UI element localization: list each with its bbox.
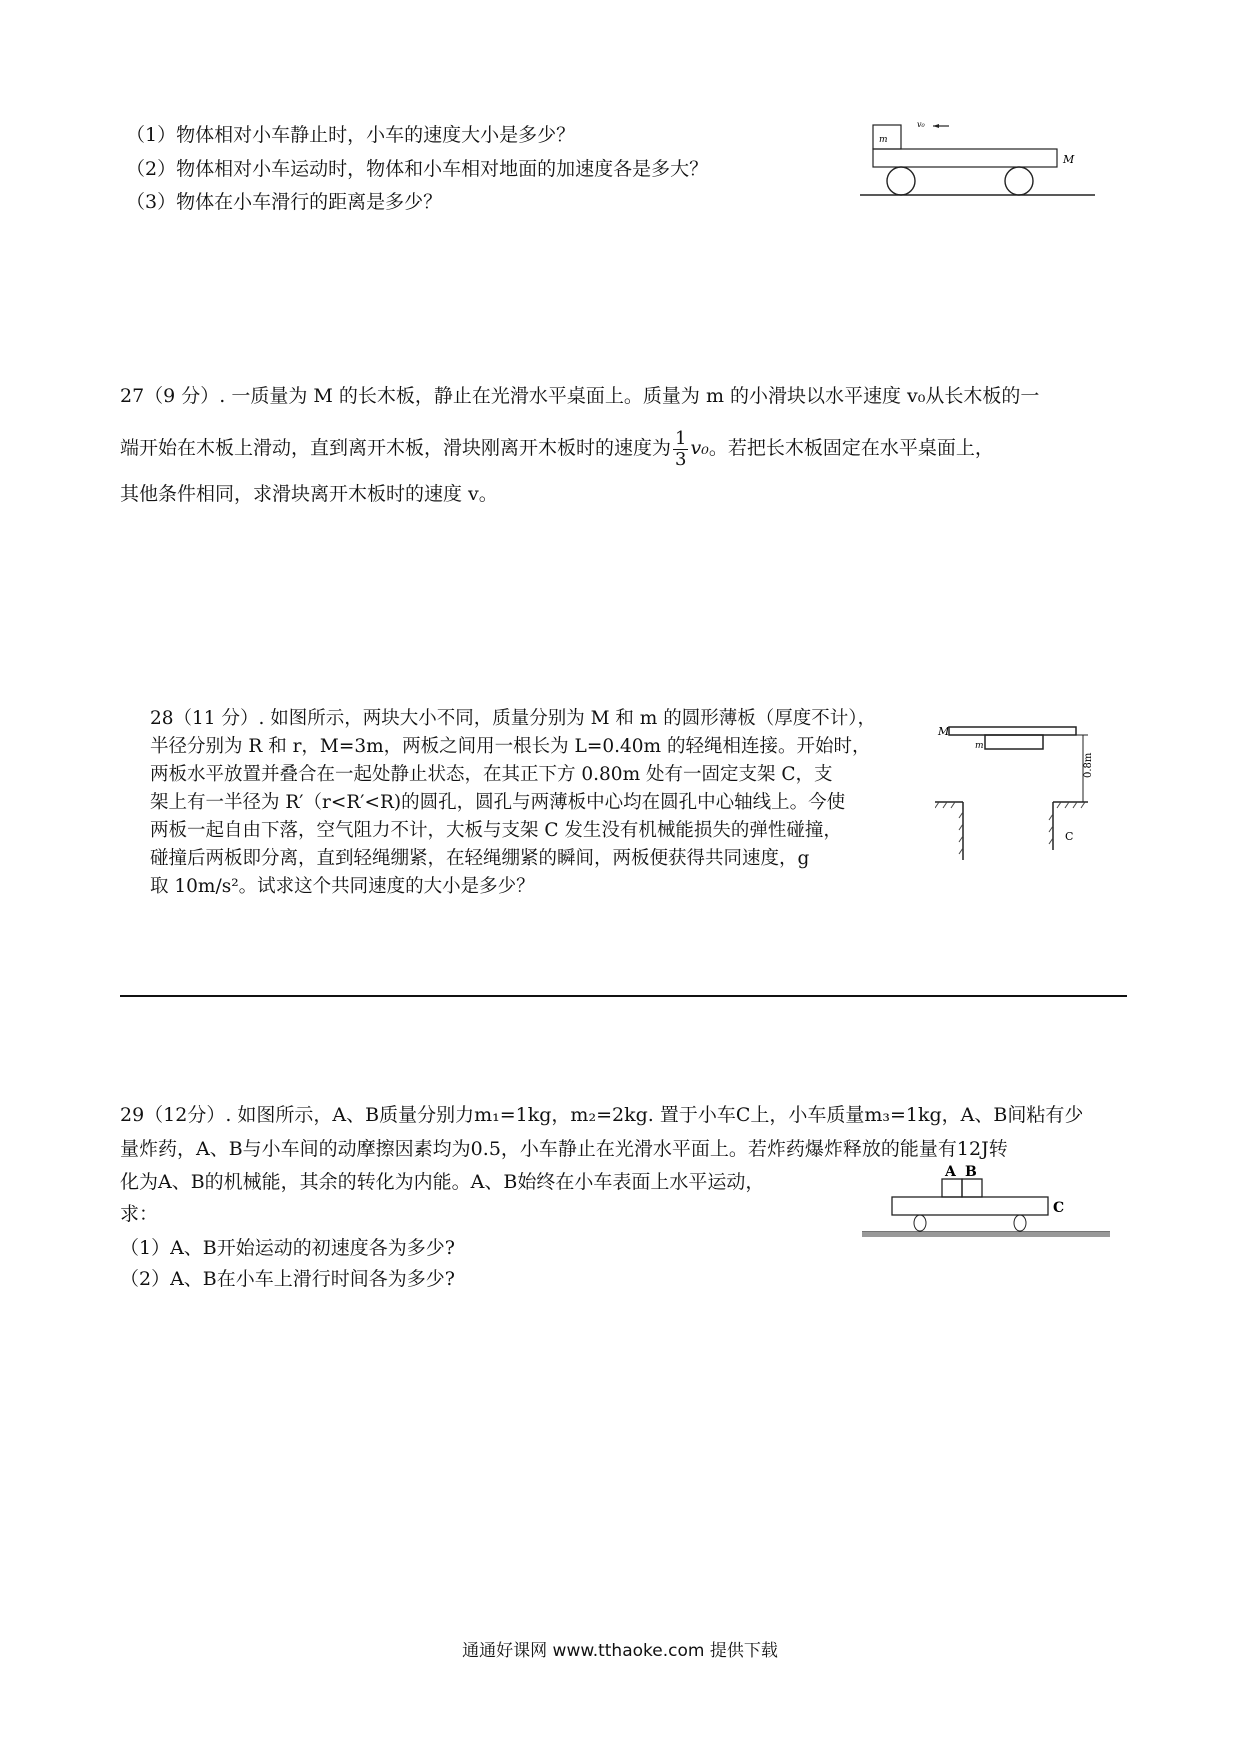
q28-line: 两板水平放置并叠合在一起处静止状态，在其正下方 0.80m 处有一固定支架 C，支 xyxy=(150,764,833,785)
car-M-label: M xyxy=(1063,153,1075,166)
block-A-label: A xyxy=(945,1164,956,1180)
big-plate-label: M xyxy=(938,725,950,738)
small-plate-label: m xyxy=(975,741,984,751)
support-C-label: C xyxy=(1065,830,1074,843)
ground-hatch xyxy=(862,1232,1110,1237)
q28-plates-figure xyxy=(935,720,1125,870)
q29-line: （2）A、B在小车上滑行时间各为多少? xyxy=(120,1268,455,1290)
q29-line: 化为A、B的机械能，其余的转化为内能。A、B始终在小车表面上水平运动， xyxy=(120,1171,765,1193)
q28-line: 架上有一半径为 R′（r<R′<R)的圆孔，圆孔与两薄板中心均在圆孔中心轴线上。今使 xyxy=(150,792,846,813)
car-C-label: C xyxy=(1053,1200,1065,1216)
q27-line2-after: 。若把长木板固定在水平桌面上， xyxy=(708,437,994,459)
q28-line: 碰撞后两板即分离，直到轻绳绷紧，在轻绳绷紧的瞬间，两板便获得共同速度，g xyxy=(150,848,810,869)
q27-line2 xyxy=(120,424,994,472)
fraction-numerator: 1 xyxy=(675,427,687,449)
q29-line: （1）A、B开始运动的初速度各为多少? xyxy=(120,1237,455,1259)
q28-line: 28（11 分）. 如图所示，两块大小不同，质量分别为 M 和 m 的圆形薄板（厚度不计）， xyxy=(150,708,876,729)
q29-line: 29（12分）. 如图所示，A、B质量分别力m₁=1kg，m₂=2kg. 置于小车C上，小车质量m₃=1kg，A、B间粘有少 xyxy=(120,1104,1084,1126)
footer: 通通好课网 www.tthaoke.com 提供下载 xyxy=(462,1641,778,1661)
fraction-variable: v₀ xyxy=(690,437,709,459)
q27-line1: 27（9 分）. 一质量为 M 的长木板，静止在光滑水平桌面上。质量为 m 的小滑块以水平速度 v₀从长木板的一 xyxy=(120,385,1040,407)
q29-line: 求： xyxy=(120,1203,159,1225)
q28-line: 半径分别为 R 和 r，M=3m，两板之间用一根长为 L=0.40m 的轻绳相连接。开始时， xyxy=(150,736,871,757)
q28-line: 取 10m/s²。试求这个共同速度的大小是多少？ xyxy=(150,876,535,897)
q27-line3: 其他条件相同，求滑块离开木板时的速度 v。 xyxy=(120,483,498,505)
q26-sub1: （1）物体相对小车静止时，小车的速度大小是多少？ xyxy=(126,124,576,146)
block-B-label: B xyxy=(965,1164,977,1180)
q26-sub2: （2）物体相对小车运动时，物体和小车相对地面的加速度各是多大？ xyxy=(126,158,709,180)
q27-line2-before: 端开始在木板上滑动，直到离开木板，滑块刚离开木板时的速度为 xyxy=(120,437,672,459)
fraction-denominator: 3 xyxy=(675,448,687,470)
q26-sub3: （3）物体在小车滑行的距离是多少？ xyxy=(126,191,443,213)
velocity-label: v₀ xyxy=(917,120,925,129)
block-m-label: m xyxy=(879,135,888,145)
q29-cart-figure xyxy=(860,1160,1115,1250)
q26-cart-figure xyxy=(855,115,1105,215)
q29-line: 量炸药，A、B与小车间的动摩擦因素均为0.5，小车静止在光滑水平面上。若炸药爆炸释放的能量有12J转 xyxy=(120,1138,1008,1160)
arrow-icon xyxy=(933,124,939,128)
q28-line: 两板一起自由下落，空气阻力不计，大板与支架 C 发生没有机械能损失的弹性碰撞， xyxy=(150,820,842,841)
distance-label: 0.8m xyxy=(1083,752,1094,778)
fraction xyxy=(673,429,688,470)
divider-line xyxy=(120,995,1127,997)
